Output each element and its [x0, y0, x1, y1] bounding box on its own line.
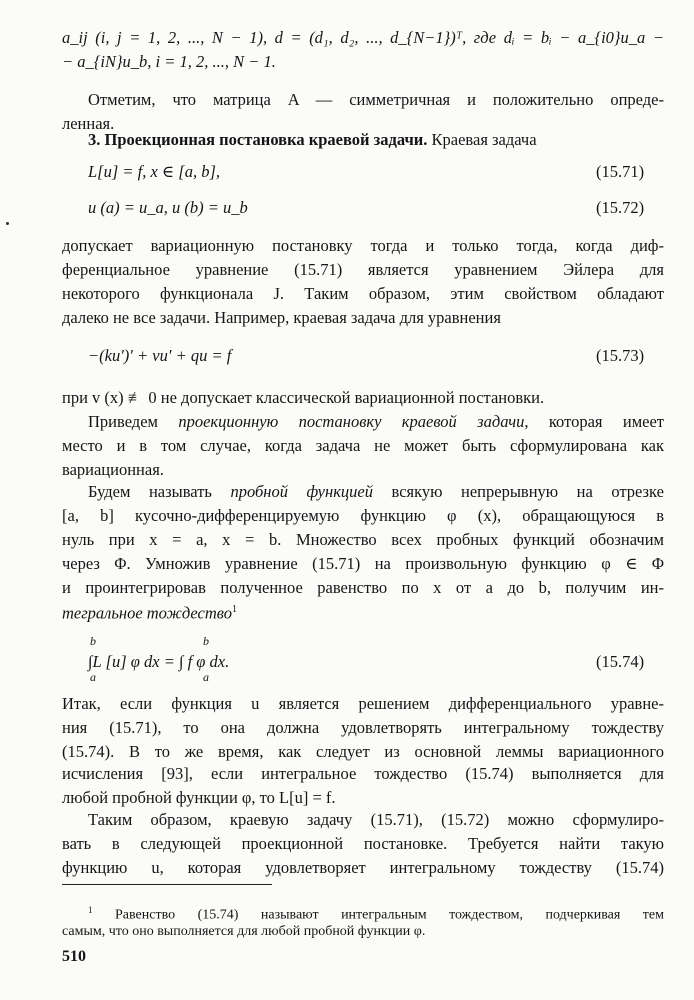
- text-line: − a_{iN}u_b, i = 1, 2, ..., N − 1.: [62, 52, 276, 71]
- text-run: Равенство (15.74) называют интегральным тождеством, подчеркивая тем: [115, 907, 664, 923]
- text-line: (15.74). В то же время, как следует из основной леммы вариационного: [62, 742, 664, 761]
- section-line: [88, 128, 664, 152]
- text-line: [62, 598, 664, 626]
- page-number: 510: [62, 948, 86, 965]
- text-line: функцию u, которая удовлетворяет интегральному тождеству (15.74): [62, 858, 664, 877]
- text-line: вать в следующей проекционной постановке. Требуется найти такую: [62, 834, 664, 853]
- footnote-line: самым, что оно выполняется для любой пробной функции φ.: [62, 924, 426, 939]
- footnote-mark: 1: [88, 905, 93, 915]
- text-line: через Φ. Умножив уравнение (15.71) на произвольную функцию φ ∈ Φ: [62, 554, 664, 573]
- equation-15-74: ∫L [u] φ dx = ∫ f φ dx.: [88, 652, 230, 671]
- text-line: место и в том случае, когда задача не может быть сформулирована как: [62, 436, 664, 455]
- equation-number: (15.71): [596, 162, 645, 181]
- text-line: некоторого функционала J. Таким образом, этим свойством обладают: [62, 284, 664, 303]
- text-line: a_ij (i, j = 1, 2, ..., N − 1), d = (d₁, d₂, ..., d_{N−1})ᵀ, где dᵢ = bᵢ − a_{i0}u_a −: [62, 28, 664, 47]
- integral-upper-limit: b: [90, 634, 96, 648]
- text-run: всякую непрерывную на отрезке: [372, 482, 664, 501]
- integral-lower-limit: a: [90, 670, 96, 684]
- text-line: любой пробной функции φ, то L[u] = f.: [62, 788, 336, 807]
- text-line: ленная.: [62, 114, 115, 133]
- term-integral-identity: тегральное тождество: [62, 603, 232, 623]
- text-line: [88, 410, 664, 434]
- text-line: и проинтегрировав полученное равенство по x от a до b, получим ин-: [62, 578, 664, 597]
- section-heading: 3. Проекционная постановка краевой задачи.: [88, 130, 428, 149]
- text-run: Будем называть: [88, 482, 231, 501]
- text-line: Таким образом, краевую задачу (15.71), (15.72) можно сформулиро-: [88, 810, 664, 829]
- equation-15-71: L[u] = f, x ∈ [a, b],: [88, 162, 220, 181]
- text-line: нуль при x = a, x = b. Множество всех пробных функций обозначим: [62, 530, 664, 549]
- text-line: вариационная.: [62, 460, 164, 479]
- text-line: при v (x) ≢ 0 не допускает классической вариационной постановки.: [62, 388, 545, 407]
- section-text: Краевая задача: [431, 130, 537, 149]
- equation-number: (15.74): [596, 652, 645, 671]
- term-test-function: пробной функцией: [230, 482, 373, 501]
- text-line: далеко не все задачи. Например, краевая задача для уравнения: [62, 308, 501, 327]
- integral-lower-limit: a: [203, 670, 209, 684]
- text-line: исчисления [93], если интегральное тождество (15.74) выполняется для: [62, 764, 664, 783]
- equation-number: (15.73): [596, 346, 645, 365]
- footnote-rule: [62, 884, 272, 885]
- text-line: Итак, если функция u является решением дифференциального уравне-: [62, 694, 664, 713]
- equation-15-72: u (a) = u_a, u (b) = u_b: [88, 198, 248, 217]
- text-line: Отметим, что матрица A — симметричная и положительно опреде-: [88, 90, 664, 109]
- text-run: Приведем: [88, 412, 179, 431]
- equation-15-73: −(ku′)′ + vu′ + qu = f: [88, 346, 232, 365]
- term-projection-setting: проекционную постановку краевой задачи: [178, 412, 525, 431]
- text-run: , которая имеет: [524, 412, 664, 431]
- integral-upper-limit: b: [203, 634, 209, 648]
- text-line: ференциальное уравнение (15.71) является уравнением Эйлера для: [62, 260, 664, 279]
- text-line: [a, b] кусочно-дифференцируемую функцию φ (x), обращающуюся в: [62, 506, 664, 525]
- footnote-mark: 1: [231, 604, 237, 615]
- text-line: ния (15.71), то она должна удовлетворять интегральному тождеству: [62, 718, 664, 737]
- text-line: [88, 480, 664, 504]
- scan-speck: [6, 222, 9, 225]
- text-line: допускает вариационную постановку тогда и только тогда, когда диф-: [62, 236, 664, 255]
- equation-number: (15.72): [596, 198, 645, 217]
